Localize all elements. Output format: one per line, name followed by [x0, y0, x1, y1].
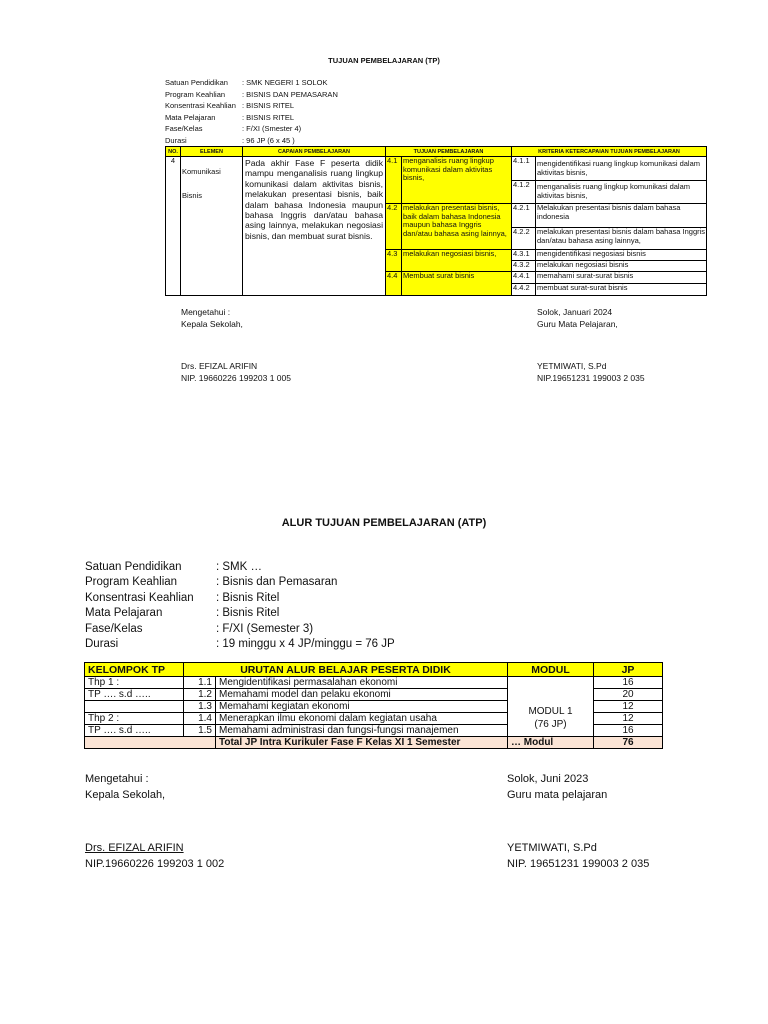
header-jp: JP: [594, 663, 663, 677]
capaian-cell: Pada akhir Fase F peserta didik mampu menganalisis ruang lingkup komunikasi dalam aktivitas bisnis, melakukan presentasi bisnis, baik dalam bahasa Indonesia maupun bahasa Inggris dan/atau bahasa asing lainnya, melakukan negosiasi bisnis, dan membuat surat bisnis.: [243, 157, 386, 296]
info-row: [85, 575, 395, 590]
signature-nip: NIP. 19660226 199203 1 005: [181, 373, 291, 383]
tp-signature-left: [181, 306, 291, 384]
info-label: Mata Pelajaran: [165, 112, 216, 122]
tp-signature-right: [537, 306, 645, 384]
jp-cell: 12: [594, 713, 663, 725]
signature-name: Drs. EFIZAL ARIFIN: [181, 361, 258, 371]
kriteria-no: 4.1.1: [512, 157, 536, 181]
kriteria-text: Melakukan presentasi bisnis dalam bahasa indonesia: [536, 204, 707, 228]
info-label: Satuan Pendidikan: [165, 78, 228, 87]
signature-nip: NIP.19651231 199003 2 035: [537, 373, 645, 383]
urutan-text: Mengidentifikasi permasalahan ekonomi: [216, 677, 508, 689]
info-value: : BISNIS DAN PEMASARAN: [242, 89, 338, 99]
tujuan-no: 4.3: [386, 250, 402, 272]
info-label: Konsentrasi Keahlian: [85, 591, 194, 604]
jp-cell: 12: [594, 701, 663, 713]
kelompok-cell: [85, 701, 184, 713]
info-value: : F/XI (Semester 3): [216, 622, 314, 635]
info-value: : SMK …: [216, 561, 263, 573]
info-row: [85, 560, 395, 575]
elemen-cell: [181, 157, 243, 296]
kriteria-no: 4.3.1: [512, 250, 536, 261]
kelompok-cell: Thp 1 :: [85, 677, 184, 689]
tp-info-block: [165, 77, 338, 147]
info-row: [85, 622, 395, 637]
info-value: : Bisnis Ritel: [216, 591, 280, 604]
signature-name: Drs. EFIZAL ARIFIN: [85, 842, 184, 854]
info-row: [165, 112, 338, 124]
kriteria-text: memahami surat-surat bisnis: [536, 272, 707, 284]
info-value: : SMK NEGERI 1 SOLOK: [242, 78, 328, 87]
modul-jp: (76 JP): [534, 718, 567, 730]
kriteria-text: membuat surat-surat bisnis: [536, 284, 707, 296]
atp-signature-right: [507, 772, 649, 872]
total-modul: … Modul: [508, 737, 594, 749]
atp-signature-left: [85, 772, 224, 872]
tujuan-no: 4.1: [386, 157, 402, 204]
info-row: [165, 100, 338, 112]
signature-line: Solok, Januari 2024: [537, 307, 613, 317]
urutan-no: 1.1: [184, 677, 216, 689]
atp-table: [84, 662, 663, 749]
info-value: : 19 minggu x 4 JP/minggu = 76 JP: [216, 637, 395, 650]
urutan-text: Memahami administrasi dan fungsi-fungsi manajemen: [216, 725, 508, 737]
info-label: Durasi: [85, 637, 119, 650]
table-row: [85, 677, 663, 689]
tp-header-row: [166, 147, 707, 157]
total-spacer: [184, 737, 216, 749]
signature-name: YETMIWATI, S.Pd: [507, 842, 597, 854]
kriteria-no: 4.4.2: [512, 284, 536, 296]
header-modul: MODUL: [508, 663, 594, 677]
signature-nip: NIP. 19651231 199003 2 035: [507, 857, 650, 870]
total-jp: 76: [594, 737, 663, 749]
atp-header-row: [85, 663, 663, 677]
kriteria-no: 4.2.2: [512, 228, 536, 250]
info-label: Fase/Kelas: [165, 124, 203, 134]
tujuan-text: melakukan negosiasi bisnis,: [402, 250, 512, 272]
total-spacer: [85, 737, 184, 749]
header-kriteria: KRITERIA KETERCAPAIAN TUJUAN PEMBELAJARAN: [512, 147, 707, 157]
modul-cell: [508, 677, 594, 737]
info-row: [165, 123, 338, 135]
modul-label: MODUL 1: [528, 705, 573, 717]
info-row: [165, 135, 338, 147]
info-value: : F/XI (Smester 4): [242, 124, 302, 134]
info-row: [165, 89, 338, 101]
urutan-no: 1.2: [184, 689, 216, 701]
jp-cell: 16: [594, 677, 663, 689]
kriteria-text: mengidentifikasi negosiasi bisnis: [536, 250, 707, 261]
info-row: [165, 77, 338, 89]
elemen-line: Bisnis: [182, 190, 203, 200]
row-number: 4: [166, 157, 181, 296]
tujuan-no: 4.2: [386, 204, 402, 250]
signature-line: Guru mata pelajaran: [507, 788, 608, 801]
signature-line: Guru Mata Pelajaran,: [537, 319, 618, 329]
tujuan-text: [402, 204, 512, 250]
jp-cell: 20: [594, 689, 663, 701]
total-row: [85, 737, 663, 749]
header-elemen: ELEMEN: [181, 147, 243, 157]
header-tujuan: TUJUAN PEMBELAJARAN: [386, 147, 512, 157]
urutan-text: Menerapkan ilmu ekonomi dalam kegiatan usaha: [216, 713, 508, 725]
tujuan-text-content: melakukan presentasi bisnis, baik dalam bahasa Indonesia maupun bahasa Inggris dan/atau bahasa asing lainnya,: [403, 204, 507, 238]
tujuan-no: 4.4: [386, 272, 402, 296]
urutan-no: 1.3: [184, 701, 216, 713]
signature-nip: NIP.19660226 199203 1 002: [85, 857, 225, 870]
jp-cell: 16: [594, 725, 663, 737]
info-value: : Bisnis Ritel: [216, 607, 280, 620]
signature-line: Kepala Sekolah,: [181, 319, 243, 329]
tujuan-text: Membuat surat bisnis: [402, 272, 512, 296]
kriteria-text: menganalisis ruang lingkup komunikasi dalam aktivitas bisnis,: [536, 181, 707, 204]
info-value: : Bisnis dan Pemasaran: [216, 576, 338, 589]
signature-line: Mengetahui :: [181, 307, 231, 317]
tp-title: TUJUAN PEMBELAJARAN (TP): [328, 56, 440, 65]
atp-title: ALUR TUJUAN PEMBELAJARAN (ATP): [281, 517, 487, 529]
kriteria-no: 4.1.2: [512, 181, 536, 204]
kriteria-no: 4.3.2: [512, 261, 536, 272]
info-label: Durasi: [165, 135, 187, 145]
total-label: Total JP Intra Kurikuler Fase F Kelas XI 1 Semester: [216, 737, 508, 749]
header-kelompok: KELOMPOK TP: [85, 663, 184, 677]
atp-info-block: [85, 560, 395, 652]
header-urutan: URUTAN ALUR BELAJAR PESERTA DIDIK: [184, 663, 508, 677]
info-value: : BISNIS RITEL: [242, 101, 295, 111]
header-capaian: CAPAIAN PEMBELAJARAN: [243, 147, 386, 157]
info-row: [85, 606, 395, 621]
signature-name: YETMIWATI, S.Pd: [537, 361, 607, 371]
header-no: NO.: [166, 147, 181, 157]
info-label: Satuan Pendidikan: [85, 561, 182, 573]
kriteria-no: 4.4.1: [512, 272, 536, 284]
urutan-text: Memahami model dan pelaku ekonomi: [216, 689, 508, 701]
urutan-no: 1.5: [184, 725, 216, 737]
kriteria-text: melakukan presentasi bisnis dalam bahasa Inggris dan/atau bahasa asing lainnya,: [536, 228, 707, 250]
info-row: [85, 591, 395, 606]
info-label: Program Keahlian: [85, 576, 178, 589]
kelompok-cell: Thp 2 :: [85, 713, 184, 725]
urutan-no: 1.4: [184, 713, 216, 725]
tp-table: [165, 146, 707, 296]
info-value: : BISNIS RITEL: [242, 112, 295, 122]
elemen-line: Komunikasi: [182, 167, 221, 176]
info-label: Program Keahlian: [165, 89, 226, 99]
table-row: [166, 157, 707, 181]
signature-line: Mengetahui :: [85, 773, 149, 785]
info-label: Fase/Kelas: [85, 622, 143, 635]
info-row: [85, 637, 395, 652]
info-value: : 96 JP (6 x 45 ): [242, 135, 295, 145]
tujuan-text: menganalisis ruang lingkup komunikasi dalam aktivitas bisnis,: [402, 157, 512, 204]
kriteria-text: melakukan negosiasi bisnis: [536, 261, 707, 272]
signature-line: Kepala Sekolah,: [85, 788, 166, 801]
urutan-text: Memahami kegiatan ekonomi: [216, 701, 508, 713]
signature-line: Solok, Juni 2023: [507, 773, 589, 785]
kelompok-cell: TP …. s.d …..: [85, 725, 184, 737]
kriteria-text: mengidentifikasi ruang lingkup komunikasi dalam aktivitas bisnis,: [536, 157, 707, 181]
info-label: Konsentrasi Keahlian: [165, 101, 236, 111]
kriteria-no: 4.2.1: [512, 204, 536, 228]
info-label: Mata Pelajaran: [85, 607, 163, 620]
kelompok-cell: TP …. s.d …..: [85, 689, 184, 701]
